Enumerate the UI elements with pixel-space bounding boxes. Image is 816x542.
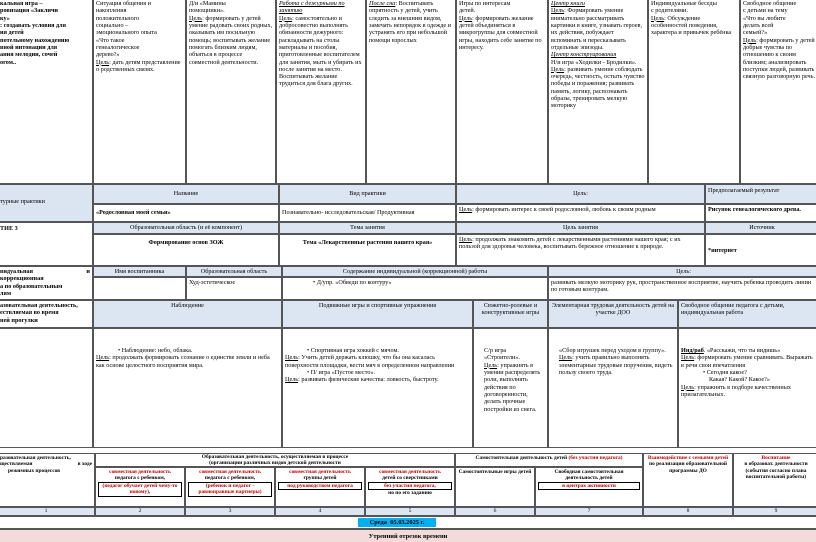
top-col2-line: положительного <box>96 14 140 22</box>
top-col1-line: ания мелодии, сочей <box>0 51 58 59</box>
walk-role-goal: : упражнять в умении распределять роли, выполнять действия по договоренности, делать прочные постройки из снега. <box>484 361 541 413</box>
goal-label: Цель <box>551 65 565 73</box>
goal-label: Цель <box>681 383 695 391</box>
walk-col-role-text: Сюжетно-ролевые и конструктивные игры <box>481 302 540 317</box>
nod-left-label <box>0 222 93 266</box>
walk-role-line: С/р игра <box>484 347 507 354</box>
nod-col-topic-text: Тема занятия <box>350 224 385 231</box>
goal-label: Цель <box>559 354 573 362</box>
top-col7-title2: Центр конструирования <box>551 51 617 59</box>
top-col2 <box>93 0 186 184</box>
top-col9-line: делать всей <box>743 21 774 29</box>
individual-goal-text: развивать мелкую моторику рук, пространственное восприятие, научить ребенка проводить линии по готовым контурам. <box>551 279 812 294</box>
bottom-num-cell <box>535 507 643 516</box>
bottom-h2-line: (организации различных видов детской деятельности <box>209 459 341 466</box>
nod-col-source-text: Источник <box>749 224 775 231</box>
bottom-num: 8 <box>686 508 690 514</box>
bottom-s4-text: детей со сверстниками <box>382 475 438 482</box>
goal-label: Цель <box>651 14 665 22</box>
individual-left-line: коррекционная <box>0 275 44 283</box>
bottom-s6 <box>535 467 643 507</box>
bottom-num: 1 <box>44 508 48 514</box>
goal-label: Цель <box>459 14 473 22</box>
nod-col-goal <box>456 222 705 234</box>
bottom-s1-text: педагога с ребенком, <box>114 475 166 482</box>
practice-col-name-text: Название <box>173 190 199 197</box>
individual-col-goal <box>548 266 816 277</box>
walk-observation-goal: : продолжать формировать сознание о единстве земли и неба как основе целостного восприятия мира. <box>96 354 270 369</box>
date-label <box>358 518 436 527</box>
top-col9-line: Свободное общение <box>743 0 797 7</box>
bottom-s3 <box>275 467 365 507</box>
nod-topic <box>279 234 456 266</box>
top-col1 <box>0 0 93 184</box>
individual-goal <box>548 277 816 300</box>
top-col6 <box>456 0 548 184</box>
walk-role <box>473 328 548 448</box>
walk-col-labor-text: Элементарная трудовая деятельность детей на участке ДОО <box>551 302 675 317</box>
bottom-num-cell <box>365 507 455 516</box>
goal-label: Цель <box>459 206 473 213</box>
bottom-s1-box: (педагог обучает детей чему-то новому), <box>98 482 182 497</box>
practice-left-label <box>0 184 93 222</box>
walk-role-line: «Строители». <box>484 354 520 362</box>
walk-col-games <box>282 300 473 328</box>
nod-area <box>93 234 279 266</box>
walk-col-observation <box>93 300 282 328</box>
bottom-s4-red: совместная деятельность <box>379 469 441 475</box>
practice-goal <box>456 204 705 222</box>
top-col3-goal: : формировать у детей умение радовать своих родных, оказывать им посильную помощь; воспитывать желание помогать близким людям, объяться в процессе совместной деятельности. <box>189 14 273 66</box>
bottom-num-cell <box>95 507 185 516</box>
walk-free-question: Какая? Какой? Какое?» <box>709 376 771 384</box>
individual-col-child <box>93 266 186 277</box>
walk-labor-goal: : учить правильно выполнять элементарные трудовые поручения, видеть пользу своего труда. <box>559 354 673 376</box>
practice-col-result-text: Предполагаемый результат <box>708 187 780 194</box>
practice-col-name <box>93 184 279 204</box>
walk-free-goal: : упражнять в подборе качественных прилагательных. <box>681 383 791 398</box>
walk-left-line: азовательная деятельность, <box>0 302 78 309</box>
top-col5-text: : Воспитывать опрятность у детей, учить следить за внешним видом, замечать непорядок в одежде и устранять его при небольшой помощи взрослых <box>369 0 451 44</box>
top-col1-line: ия детей <box>0 29 24 37</box>
bottom-h1 <box>0 453 95 507</box>
top-col9-line: с детьми на тему <box>743 7 788 15</box>
walk-left-label <box>0 300 93 328</box>
individual-col-child-text: Имя воспитанника <box>114 268 165 275</box>
top-col4-title: Работа с дежурными по занятию <box>279 0 345 15</box>
morning-text: Утренний отрезок времени <box>368 533 448 540</box>
top-col1-line: огом.. <box>0 58 17 66</box>
bottom-num: 7 <box>587 508 591 514</box>
top-col8-line: Индивидуальные беседы <box>651 0 717 7</box>
bottom-s3-red: совместная деятельность <box>289 469 351 475</box>
walk-free <box>678 328 816 448</box>
walk-col-observation-text: Наблюдение <box>171 302 204 309</box>
individual-left-line: видуальная <box>0 268 33 275</box>
bottom-s2 <box>185 467 275 507</box>
individual-content <box>282 277 548 300</box>
bottom-num: 6 <box>493 508 497 514</box>
nod-goal <box>456 234 705 266</box>
top-col1-line: кальная игра – <box>0 0 43 7</box>
individual-left-line: лям <box>0 289 12 297</box>
date-value: 05.03.2025 г. <box>390 519 425 526</box>
practice-col-result <box>705 184 816 204</box>
nod-col-area-text: Образовательная область (и её компонент) <box>129 224 242 231</box>
bottom-s5-text: Самостоятельные игры детей <box>458 469 532 475</box>
morning-row <box>0 529 816 542</box>
date-day: Среда <box>369 519 387 526</box>
individual-left-label <box>0 266 93 300</box>
practice-name-text: «Родословная моей семьи» <box>96 209 171 216</box>
practice-col-goal <box>456 184 705 204</box>
bottom-num-cell <box>455 507 535 516</box>
top-col5-title: После сна <box>369 0 396 7</box>
bottom-h3-text: Самостоятельная деятельность детей <box>475 455 568 461</box>
individual-child <box>93 277 186 300</box>
walk-games-item: • П/ игра «Пустое место». <box>307 369 470 376</box>
bottom-s1-red: совместная деятельность <box>109 469 171 475</box>
goal-label: Цель <box>285 354 299 362</box>
bottom-num-cell <box>733 507 816 516</box>
individual-col-goal-text: Цель: <box>676 268 691 275</box>
walk-games-goal: : Учить детей держать клюшку, что бы она касалась поверхности площадки, вести мяч в определенном направлении <box>285 354 455 369</box>
top-col7-text2b: : развивать умение соблюдать очередь, честность, остыть чувство победы и поражения; развивать память, логику, распознавать образы, тренировать мелкую моторику <box>551 65 645 110</box>
top-col2-goal: : дать детям представление о родственных связях. <box>96 58 181 73</box>
goal-label: Цель <box>743 36 757 44</box>
walk-col-role <box>473 300 548 328</box>
top-col2-line: дерево?» <box>96 51 120 59</box>
top-col6-line: детей. <box>459 7 476 15</box>
top-col7 <box>548 0 648 184</box>
individual-area-text: Худ-эстетическое <box>189 279 236 286</box>
top-col6-line: Игры по интересам <box>459 0 511 7</box>
goal-label: Цель <box>96 58 110 66</box>
individual-col-area <box>186 266 282 277</box>
bottom-s3-text: группы детей <box>303 475 337 482</box>
top-col2-line: «Что такое <box>96 36 125 44</box>
top-col3-line: помощники». <box>189 7 225 15</box>
practice-type <box>279 204 456 222</box>
walk-games <box>282 328 473 448</box>
top-col1-line: : создавать условия для <box>0 21 66 29</box>
bottom-h3 <box>455 453 643 467</box>
practice-col-type-text: Вид практики <box>349 190 386 197</box>
bottom-s4-box: без участия педагога, <box>368 482 452 490</box>
nod-col-area <box>93 222 279 234</box>
top-col6-goal: : формировать желание детей объединяться в микрогруппы для совместной игры, находить себе занятие по интересу. <box>459 14 542 51</box>
bottom-s5 <box>455 467 535 507</box>
bottom-s6-text: Свободная самостоятельная деятельность детей <box>554 469 624 482</box>
walk-free-title: Инд/раб <box>681 347 704 354</box>
walk-free-text: . «Расскажи, что ты видишь» <box>703 347 781 354</box>
individual-col-area-text: Образовательная область <box>200 268 268 275</box>
practice-left-text: турные практики <box>0 198 45 205</box>
goal-label: Цель <box>484 361 498 369</box>
top-col9-line: семьей?» <box>743 29 768 37</box>
bottom-h4 <box>643 453 733 507</box>
bottom-num: 3 <box>228 508 232 514</box>
nod-col-goal-text: Цель занятия <box>563 224 598 231</box>
bottom-s2-text: педагога с ребенком, <box>204 475 256 482</box>
goal-label: Цель <box>189 14 203 22</box>
top-col2-line: генеалогическое <box>96 43 140 51</box>
top-col3-line: Д/и «Мамины <box>189 0 226 7</box>
bottom-num-cell <box>643 507 733 516</box>
bottom-h2-line: Образовательная деятельность, осуществляемая в процессе <box>201 454 349 460</box>
bottom-num-cell <box>185 507 275 516</box>
walk-left-line: ней прогулки <box>0 316 38 324</box>
walk-free-goal: : формировать умение сравнивать. Выражать в речи свои впечатления <box>681 354 813 369</box>
nod-source-text: *интернет <box>708 247 737 254</box>
top-col8 <box>648 0 740 184</box>
nod-goal-text: : продолжать знакомить детей с лекарственными растениями нашего края; с их пользой для здоровья человека, воспитывать бережное отношение к природе. <box>459 236 681 251</box>
bottom-num-cell <box>0 507 95 516</box>
top-col2-line: накопления <box>96 7 127 15</box>
bottom-h1-line: разовательная деятельность, <box>0 455 71 461</box>
top-col9-goal: : формировать у детей добрые чувства по отношению к своим близким; анализировать поступки людей, развивать связную разговорную речь. <box>743 36 816 81</box>
individual-left-line: и <box>86 268 90 275</box>
nod-area-text: Формирование основ ЗОЖ <box>148 239 224 246</box>
bottom-h1-line: в ходе <box>77 461 92 468</box>
practice-result-text: Рисунок генеалогического древа. <box>708 206 801 213</box>
bottom-h5-text: Воспитание <box>761 455 791 461</box>
top-col8-line: с родителями. <box>651 7 688 15</box>
individual-col-content <box>282 266 548 277</box>
bottom-h5b-text: в образоват. деятельности (события согласно плана воспитательной работы) <box>744 461 808 481</box>
practice-result <box>705 204 816 222</box>
top-col2-line: эмоционального опыта <box>96 29 157 37</box>
bottom-num: 9 <box>774 508 778 514</box>
walk-games-goal: : развивать физические качества: ловкость, быстроту. <box>298 376 439 384</box>
walk-col-games-text: Подвижные игры и спортивные упражнения <box>318 302 437 309</box>
bottom-num: 4 <box>318 508 322 514</box>
bottom-h2 <box>95 453 455 467</box>
walk-observation <box>93 328 282 448</box>
top-col4 <box>276 0 366 184</box>
top-col2-line: социально – <box>96 21 129 29</box>
practice-name <box>93 204 279 222</box>
individual-col-content-text: Содержание индивидуальной (коррекционной) работы <box>342 268 488 275</box>
bottom-s2-red: совместная деятельность <box>199 469 261 475</box>
top-col4-goal: : самостоятельно и добросовестно выполнять обязанности дежурного: раскладывать на столы материалы и пособия, приготовленные воспитателем для занятия, мыть и убирать их после занятия на место. Воспитывать желание трудиться для блага других. <box>279 14 362 88</box>
walk-labor <box>548 328 678 448</box>
bottom-s6-box: в центрах активности <box>538 482 640 490</box>
top-col1-line: потельному нахождению <box>0 36 70 44</box>
walk-left-empty <box>0 328 93 448</box>
individual-area <box>186 277 282 300</box>
bottom-h5 <box>733 453 816 507</box>
practice-goal-text: : формировать интерес к своей родословной, любовь к своим родным <box>472 206 656 213</box>
top-col3 <box>186 0 276 184</box>
goal-label: Цель <box>459 236 473 243</box>
goal-label: Цель <box>279 14 293 22</box>
top-col2-line: Ситуация общения и <box>96 0 151 7</box>
goal-label: Цель <box>551 7 565 15</box>
nod-topic-text: Тема «Лекарственные растения нашего края» <box>302 239 433 246</box>
top-col7-text2a: Н/и игра «Ходилки - Бродилки». <box>551 58 637 66</box>
bottom-h4-text: Взаимодействие с семьями детей <box>647 455 729 461</box>
bottom-s3-box: под руководством педагога <box>278 482 362 490</box>
individual-content-text: • Д/упр. «Обведи по контуру» <box>313 279 545 286</box>
top-col9-line: «Что вы любите <box>743 14 786 22</box>
bottom-h4b-text: по реализации образовательной программы ДО <box>648 461 727 474</box>
goal-label: Цель <box>681 354 695 362</box>
bottom-num: 2 <box>138 508 142 514</box>
top-col5 <box>366 0 456 184</box>
top-col1-line: ровизация «Закличи <box>0 7 59 15</box>
walk-col-labor <box>548 300 678 328</box>
top-col1-line: вной интонации для <box>0 43 58 51</box>
bottom-num: 5 <box>408 508 412 514</box>
top-col9 <box>740 0 816 184</box>
practice-col-goal-text: Цель: <box>573 190 588 197</box>
nod-source <box>705 234 816 266</box>
nod-col-source <box>705 222 816 234</box>
bottom-s1 <box>95 467 185 507</box>
walk-left-line: ествляемая во время <box>0 309 59 317</box>
walk-col-free <box>678 300 816 328</box>
goal-label: Цель <box>96 354 110 362</box>
bottom-h1-line: ществляемая <box>0 461 33 468</box>
top-col8-goal: : Обсуждение особенностей поведения, характера и привычек ребёнка <box>651 14 732 37</box>
practice-type-text: Познавательно- исследовательская/ Продуктивная <box>282 209 415 216</box>
bottom-s4b-text: но по его заданию <box>388 490 432 497</box>
nod-left-text: ТИЕ 3 <box>0 225 18 232</box>
bottom-num-cell <box>275 507 365 516</box>
walk-observation-item: • Наблюдение: небо, облака. <box>118 347 279 354</box>
bottom-h1-line: режимных процессов <box>8 467 61 474</box>
practice-col-type <box>279 184 456 204</box>
top-col1-line: ку» <box>0 14 10 22</box>
walk-col-free-text: Свободное общение педагога с детьми, индивидуальная работа <box>681 302 785 317</box>
walk-labor-text: «Сбор игрушек перед уходом в группу». <box>559 347 666 354</box>
walk-free-question: • Сегодня какое? <box>703 369 816 376</box>
nod-col-topic <box>279 222 456 234</box>
top-col7-title1: Центр книги <box>551 0 585 7</box>
bottom-h3-red: (без участия педагога) <box>568 455 623 461</box>
individual-left-line: а по образовательным <box>0 282 63 290</box>
bottom-s2-box: (ребенок и педагог - равноправные партнеры) <box>188 482 272 497</box>
walk-games-item: • Спортивная игра хоккей с мячом. <box>307 347 470 354</box>
goal-label: Цель <box>285 376 299 384</box>
bottom-s4 <box>365 467 455 507</box>
top-col7-text1: : Формировать умение внимательно рассматривать картинки в книге, узнавать героев, их действия, побуждает вспоминать и пересказывать отдельные эпизоды. <box>551 7 643 51</box>
